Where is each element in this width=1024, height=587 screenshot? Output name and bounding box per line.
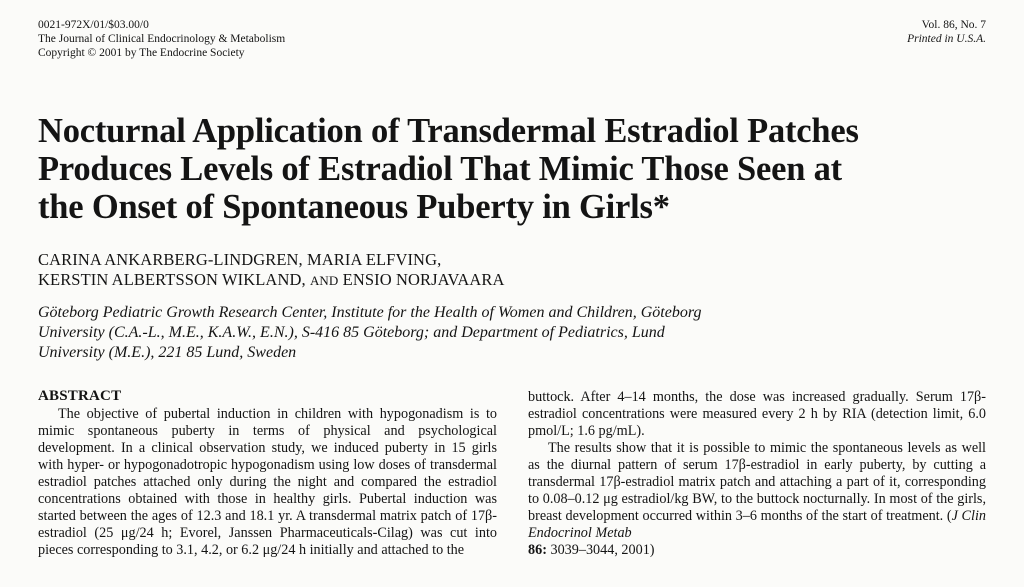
citation-pages: 3039–3044, 2001): [546, 542, 655, 558]
abstract-paragraph-continued: buttock. After 4–14 months, the dose was increased gradually. Serum 17β-estradiol concentrations were measured every 2 h by RIA (detection limit, 6.0 pmol/L; 1.6 pg/mL).: [528, 389, 986, 439]
title-line: Nocturnal Application of Transdermal Estradiol Patches: [38, 112, 859, 150]
affiliation-line: Göteborg Pediatric Growth Research Center, Institute for the Health of Women and Children, Göteborg: [38, 304, 702, 321]
author-list: [38, 250, 505, 291]
author-names: KERSTIN ALBERTSSON WIKLAND,: [38, 270, 306, 289]
printed-line: Printed in U.S.A.: [907, 33, 986, 45]
issn-line: 0021-972X/01/$03.00/0: [38, 19, 149, 31]
title-line: the Onset of Spontaneous Puberty in Girls*: [38, 188, 670, 226]
affiliation-line: University (M.E.), 221 85 Lund, Sweden: [38, 344, 297, 361]
abstract-paragraph: The objective of pubertal induction in children with hypogonadism is to mimic spontaneous puberty in terms of physical and psychological development. In a clinical observation study, we induced puberty in 15 girls with hyper- or hypogonadotropic hypogonadism using low doses of transdermal estradiol patches attached only during the night and compared the estradiol concentrations obtained with those in healthy girls. Pubertal induction was started between the ages of 12.3 and 18.1 yr. A transdermal matrix patch of 17β-estradiol (25 μg/24 h; Evorel, Janssen Pharmaceuticals-Cilag) was cut into pieces corresponding to 3.1, 4.2, or 6.2 μg/24 h initially and attached to the: [38, 406, 497, 558]
author-line: [38, 270, 505, 291]
author-line: CARINA ANKARBERG-LINDGREN, MARIA ELFVING,: [38, 250, 442, 269]
abstract-column-left: [38, 406, 497, 559]
issue-info: [907, 18, 986, 46]
author-names: ENSIO NORJAVAARA: [342, 270, 505, 289]
abstract-results-text: The results show that it is possible to mimic the spontaneous levels as well as the diurnal pattern of serum 17β-estradiol in early puberty, by cutting a transdermal 17β-estradiol matrix patch and attaching a part of it, corresponding to 0.08–0.12 μg estradiol/kg BW, to the buttock nocturnally. In most of the girls, breast development occurred within 3–6 months of the start of treatment. (: [528, 440, 986, 524]
citation-volume: 86:: [528, 542, 547, 558]
copyright-line: Copyright © 2001 by The Endocrine Society: [38, 47, 245, 59]
journal-name: The Journal of Clinical Endocrinology & Metabolism: [38, 33, 286, 45]
citation-journal: J Clin Endocrinol Metab: [528, 508, 986, 541]
volume-line: Vol. 86, No. 7: [921, 19, 986, 31]
article-title: [38, 112, 998, 226]
abstract-heading: ABSTRACT: [38, 388, 122, 404]
title-line: Produces Levels of Estradiol That Mimic Those Seen at: [38, 150, 842, 188]
affiliations: [38, 303, 918, 363]
abstract-column-right: [528, 389, 986, 559]
affiliation-line: University (C.A.-L., M.E., K.A.W., E.N.), S-416 85 Göteborg; and Department of Pediatrics, Lund: [38, 324, 665, 341]
author-conjunction: AND: [309, 273, 339, 288]
abstract-paragraph: [528, 440, 986, 559]
journal-header: [38, 18, 285, 60]
